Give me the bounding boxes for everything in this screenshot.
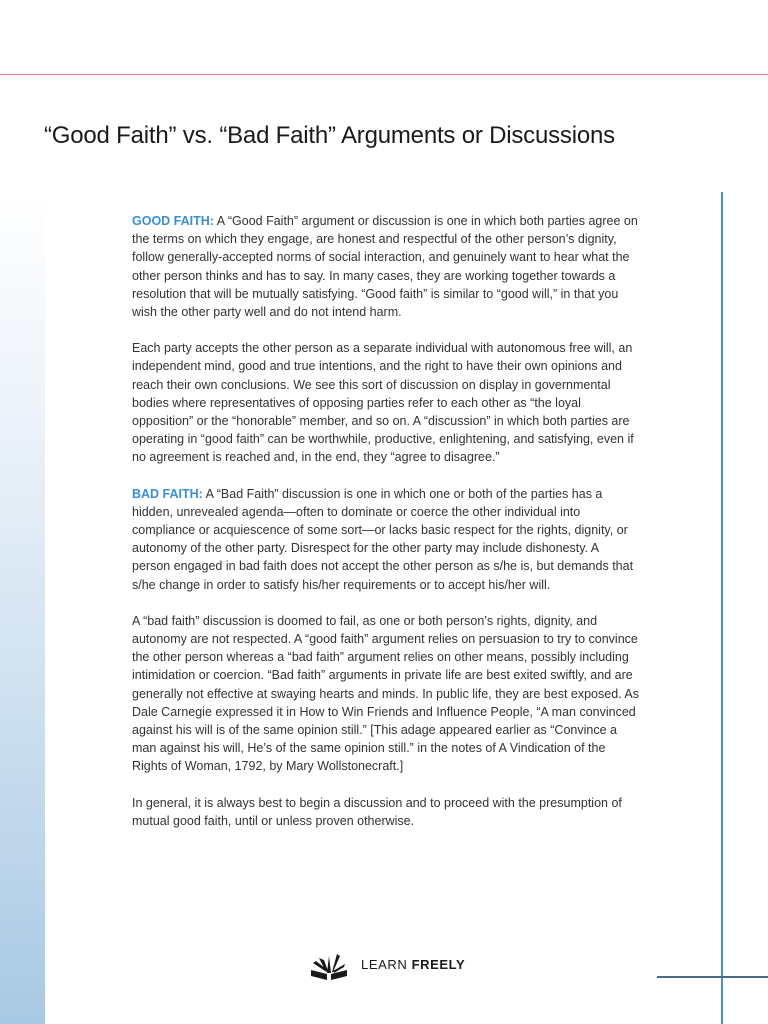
right-horizontal-rule (657, 976, 768, 978)
paragraph-text: A “bad faith” discussion is doomed to fail, as one or both person’s rights, dignity, and autonomy are not respected. A “good faith” argument relies on persuasion to try to convince the other person whereas a “bad faith” argument relies on other means, possibly including intimidation or coercion. “Bad faith” arguments in private life are best exited swiftly, and are generally not effective at swaying hearts and minds. In public life, they are best exposed. As Dale Carnegie expressed it in How to Win Friends and Influence People, “A man convinced against his will is of the same opinion still.” [This adage appeared earlier as “Convince a man against his will, He’s of the same opinion still.” in the notes of A Vindication of the Rights of Woman, 1792, by Mary Wollstonecraft.] (132, 613, 640, 774)
bad-faith-label: BAD FAITH: (132, 486, 203, 501)
brand-name: LEARN FREELY (361, 956, 466, 972)
left-decorative-band (0, 190, 45, 1024)
page-title: “Good Faith” vs. “Bad Faith” Arguments or Discussions (44, 122, 615, 149)
paragraph-text: A “Good Faith” argument or discussion is one in which both parties agree on the terms on which they engage, are honest and respectful of the other person’s dignity, follow generally-accepted norms of social interaction, and genuinely want to hear what the other person thinks and has to say. In many cases, they are working together towards a resolution that will be mutually satisfying. “Good faith” is similar to “good will,” in that you wish the other party well and do not intend harm. (132, 214, 638, 320)
right-vertical-rule (721, 192, 723, 1024)
open-book-icon (307, 946, 351, 982)
paragraph-text: A “Bad Faith” discussion is one in which one or both of the parties has a hidden, unrevealed agenda—often to dominate or coerce the other individual into compliance or acquiescence of some sort—or lacks basic respect for the rights, dignity, or autonomy of the other party. Disrespect for the other party may include dishonesty. A person engaged in bad faith does not accept the other person as s/he is, but demands that s/he change in order to satisfy his/her requirements or to accept his/her will. (132, 486, 634, 592)
paragraph-text: In general, it is always best to begin a discussion and to proceed with the presumption of mutual good faith, until or unless proven otherwise. (132, 795, 622, 828)
paragraph-good-faith-detail (132, 339, 640, 466)
paragraph-bad-faith-detail (132, 612, 640, 776)
paragraph-conclusion (132, 794, 640, 830)
footer-brand (307, 944, 465, 984)
good-faith-label: GOOD FAITH: (132, 214, 214, 228)
paragraph-good-faith (132, 212, 640, 321)
document-body (132, 212, 640, 848)
paragraph-bad-faith (132, 485, 640, 594)
paragraph-text: Each party accepts the other person as a separate individual with autonomous free will, an independent mind, good and true intentions, and the right to have their own opinions and reach their own conclusions. We see this sort of discussion on display in governmental bodies where representatives of opposing parties refer to each other as “the loyal opposition” or the “honorable” member, and so on. A “discussion” in which both parties are operating in “good faith” can be worthwhile, productive, enlightening, and satisfying, even if no agreement is reached and, in the end, they “agree to disagree.” (132, 341, 634, 465)
top-divider (0, 74, 768, 75)
